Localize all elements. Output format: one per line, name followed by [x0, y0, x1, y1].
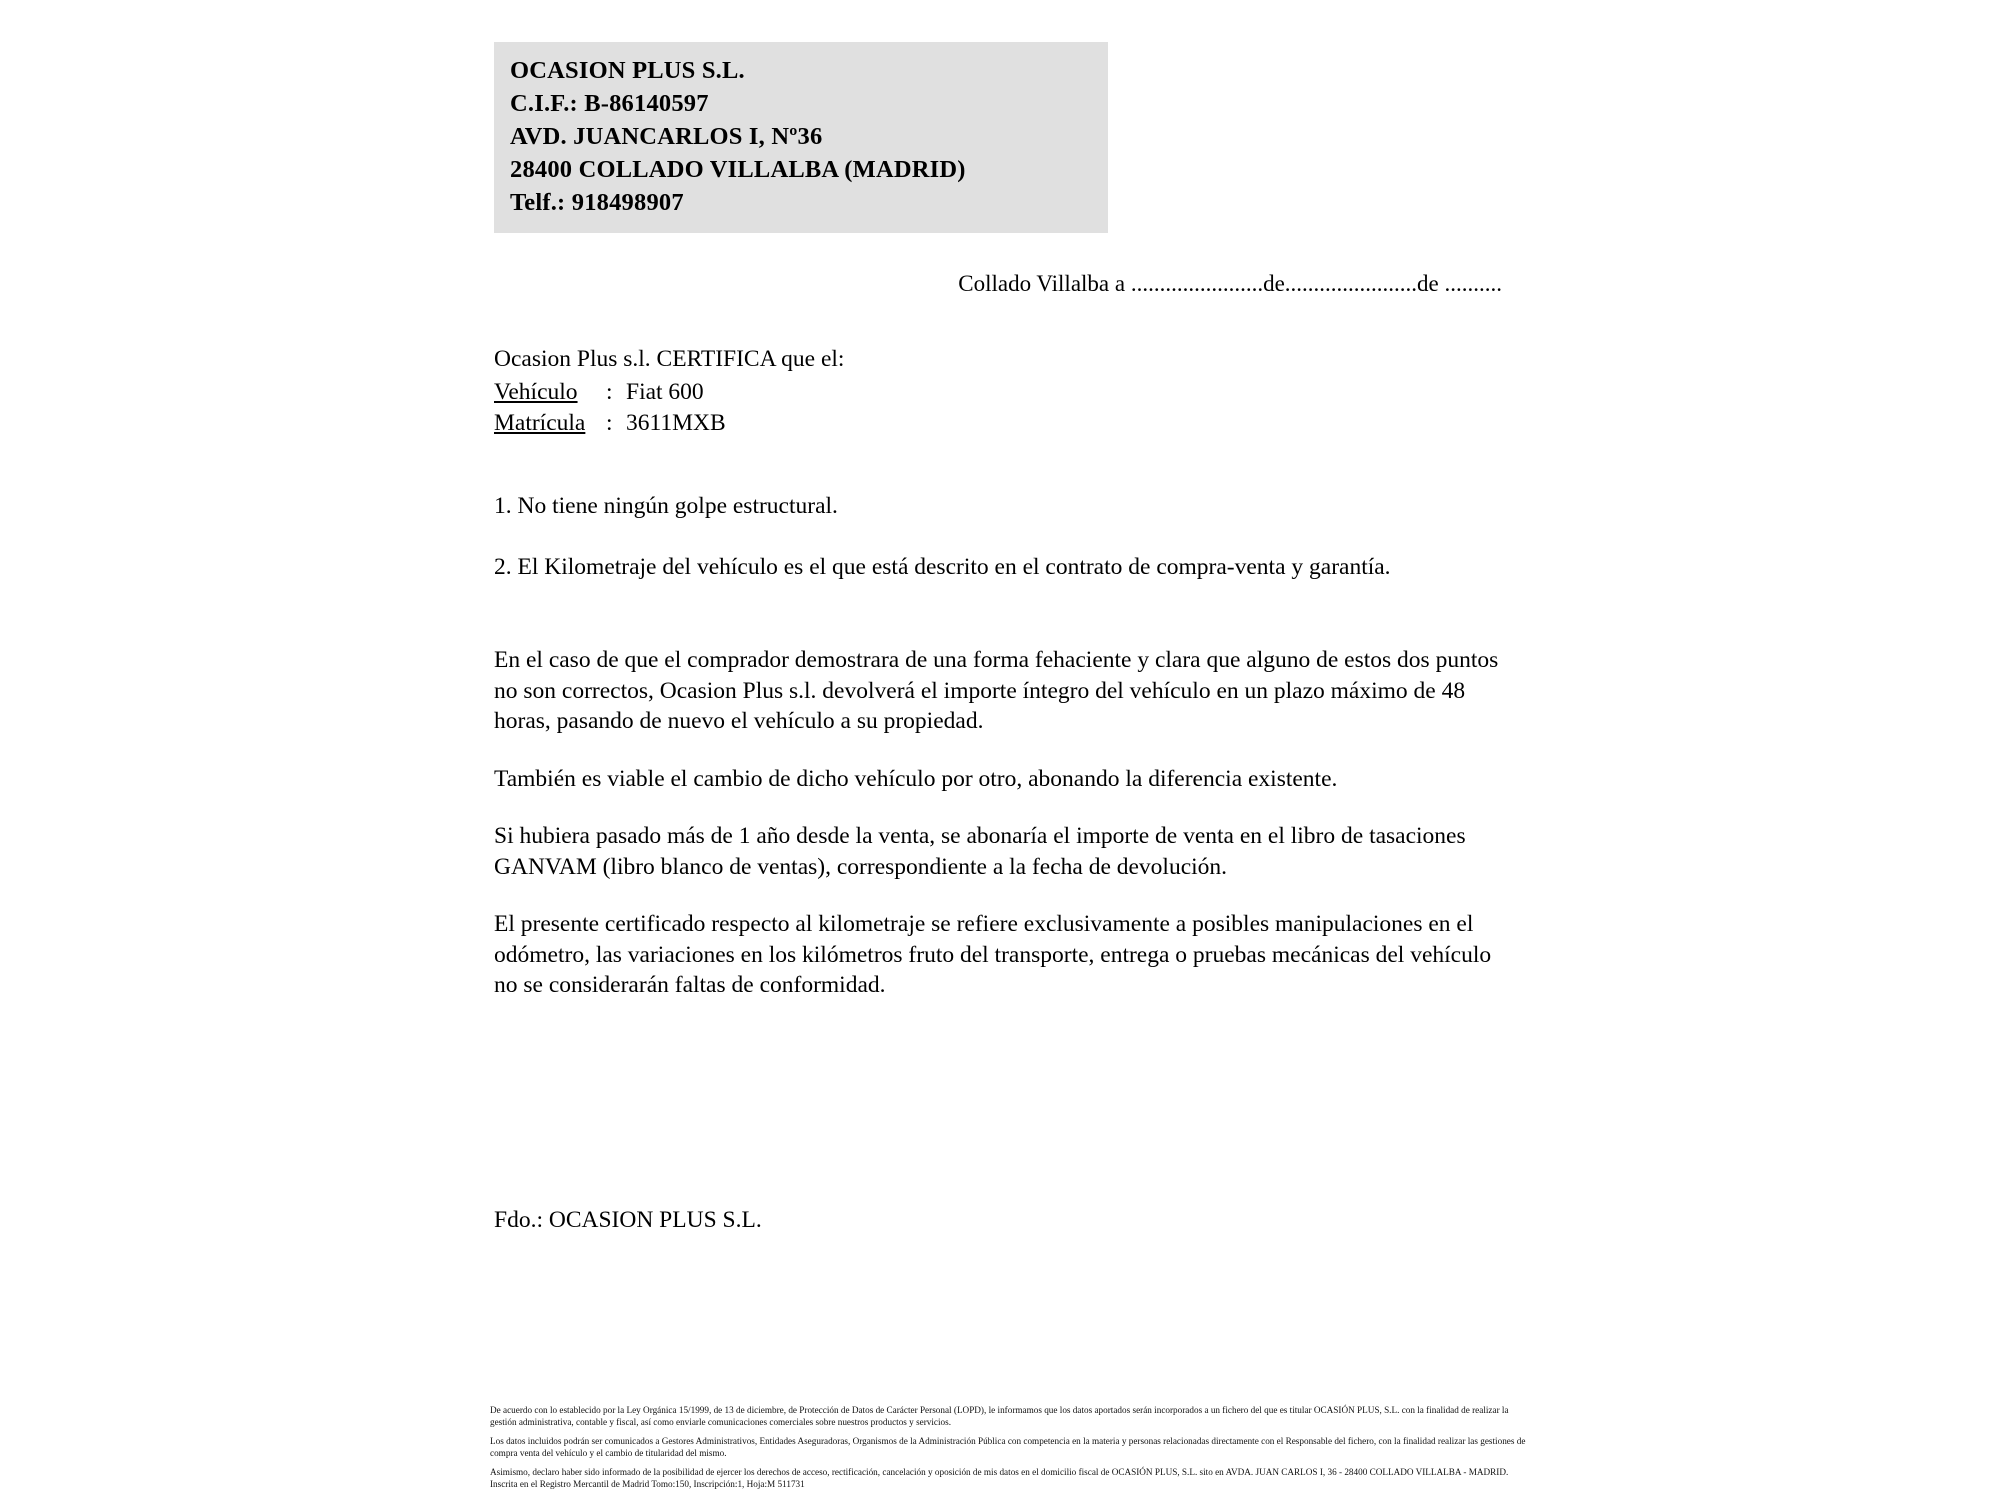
plate-field-separator: :	[606, 410, 613, 436]
legal-paragraph-data-sharing: Los datos incluidos podrán ser comunicados a Gestores Administrativos, Entidades Aseguradoras, Organismos de la Administración Pública con competencia en la materia y personas relacionadas directamente con el Responsable del fichero, con la finalidad realizar las gestiones de compra venta del vehículo y el cambio de titularidad del mismo.	[490, 1435, 1526, 1459]
legal-notice	[490, 1404, 1530, 1490]
terms-paragraph-exchange: También es viable el cambio de dicho vehículo por otro, abonando la diferencia existente.	[494, 765, 1338, 792]
plate-field-label: Matrícula	[494, 410, 586, 436]
certified-points-list	[494, 491, 1514, 583]
vehicle-field-value: Fiat 600	[626, 379, 704, 405]
company-address-city: 28400 COLLADO VILLALBA (MADRID)	[510, 156, 966, 183]
vehicle-field-label: Vehículo	[494, 379, 578, 405]
terms-paragraphs	[494, 645, 1514, 1001]
plate-field-value: 3611MXB	[626, 410, 726, 436]
vehicle-field-separator: :	[606, 379, 613, 405]
company-cif: C.I.F.: B-86140597	[510, 90, 709, 117]
certification-intro: Ocasion Plus s.l. CERTIFICA que el:	[494, 346, 845, 372]
certified-point-2: 2. El Kilometraje del vehículo es el que está descrito en el contrato de compra-venta y garantía.	[494, 554, 1391, 580]
terms-paragraph-odometer: El presente certificado respecto al kilometraje se refiere exclusivamente a posibles manipulaciones en el odómetro, las variaciones en los kilómetros fruto del transporte, entrega o pruebas mecánicas del vehículo no se considerarán faltas de conformidad.	[494, 911, 1492, 998]
document-body	[494, 270, 1514, 1028]
legal-paragraph-lopd: De acuerdo con lo establecido por la Ley Orgánica 15/1999, de 13 de diciembre, de Protección de Datos de Carácter Personal (LOPD), le informamos que los datos aportados serán incorporados a un fichero del que es titular OCASIÓN PLUS, S.L. con la finalidad de realizar la gestión administrativa, contable y fiscal, así como enviarle comunicaciones comerciales sobre nuestros productos y servicios.	[490, 1405, 1509, 1428]
plate-field-row	[494, 408, 1514, 439]
company-address-street: AVD. JUANCARLOS I, Nº36	[510, 123, 823, 150]
company-letterhead	[494, 42, 1108, 233]
place-and-date-line: Collado Villalba a .......................de.......................de ..........	[958, 271, 1502, 296]
certified-point-1: 1. No tiene ningún golpe estructural.	[494, 493, 838, 519]
company-phone: Telf.: 918498907	[510, 189, 684, 216]
company-name: OCASION PLUS S.L.	[510, 57, 745, 84]
signature-line: Fdo.: OCASION PLUS S.L.	[494, 1207, 762, 1233]
vehicle-field-row	[494, 377, 1514, 408]
legal-paragraph-rights: Asimismo, declaro haber sido informado de la posibilidad de ejercer los derechos de acceso, rectificación, cancelación y oposición de mis datos en el domicilio fiscal de OCASIÓN PLUS, S.L. sito en AVDA. JUAN CARLOS I, 36 - 28400 COLLADO VILLALBA - MADRID. Inscrita en el Registro Mercantil de Madrid Tomo:150, Inscripción:1, Hoja:M 511731	[490, 1466, 1509, 1490]
terms-paragraph-ganvam: Si hubiera pasado más de 1 año desde la venta, se abonaría el importe de venta en el libro de tasaciones GANVAM (libro blanco de ventas), correspondiente a la fecha de devolución.	[494, 823, 1466, 880]
terms-paragraph-refund: En el caso de que el comprador demostrara de una forma fehaciente y clara que alguno de estos dos puntos no son correctos, Ocasion Plus s.l. devolverá el importe íntegro del vehículo en un plazo máximo de 48 horas, pasando de nuevo el vehículo a su propiedad.	[494, 647, 1499, 734]
